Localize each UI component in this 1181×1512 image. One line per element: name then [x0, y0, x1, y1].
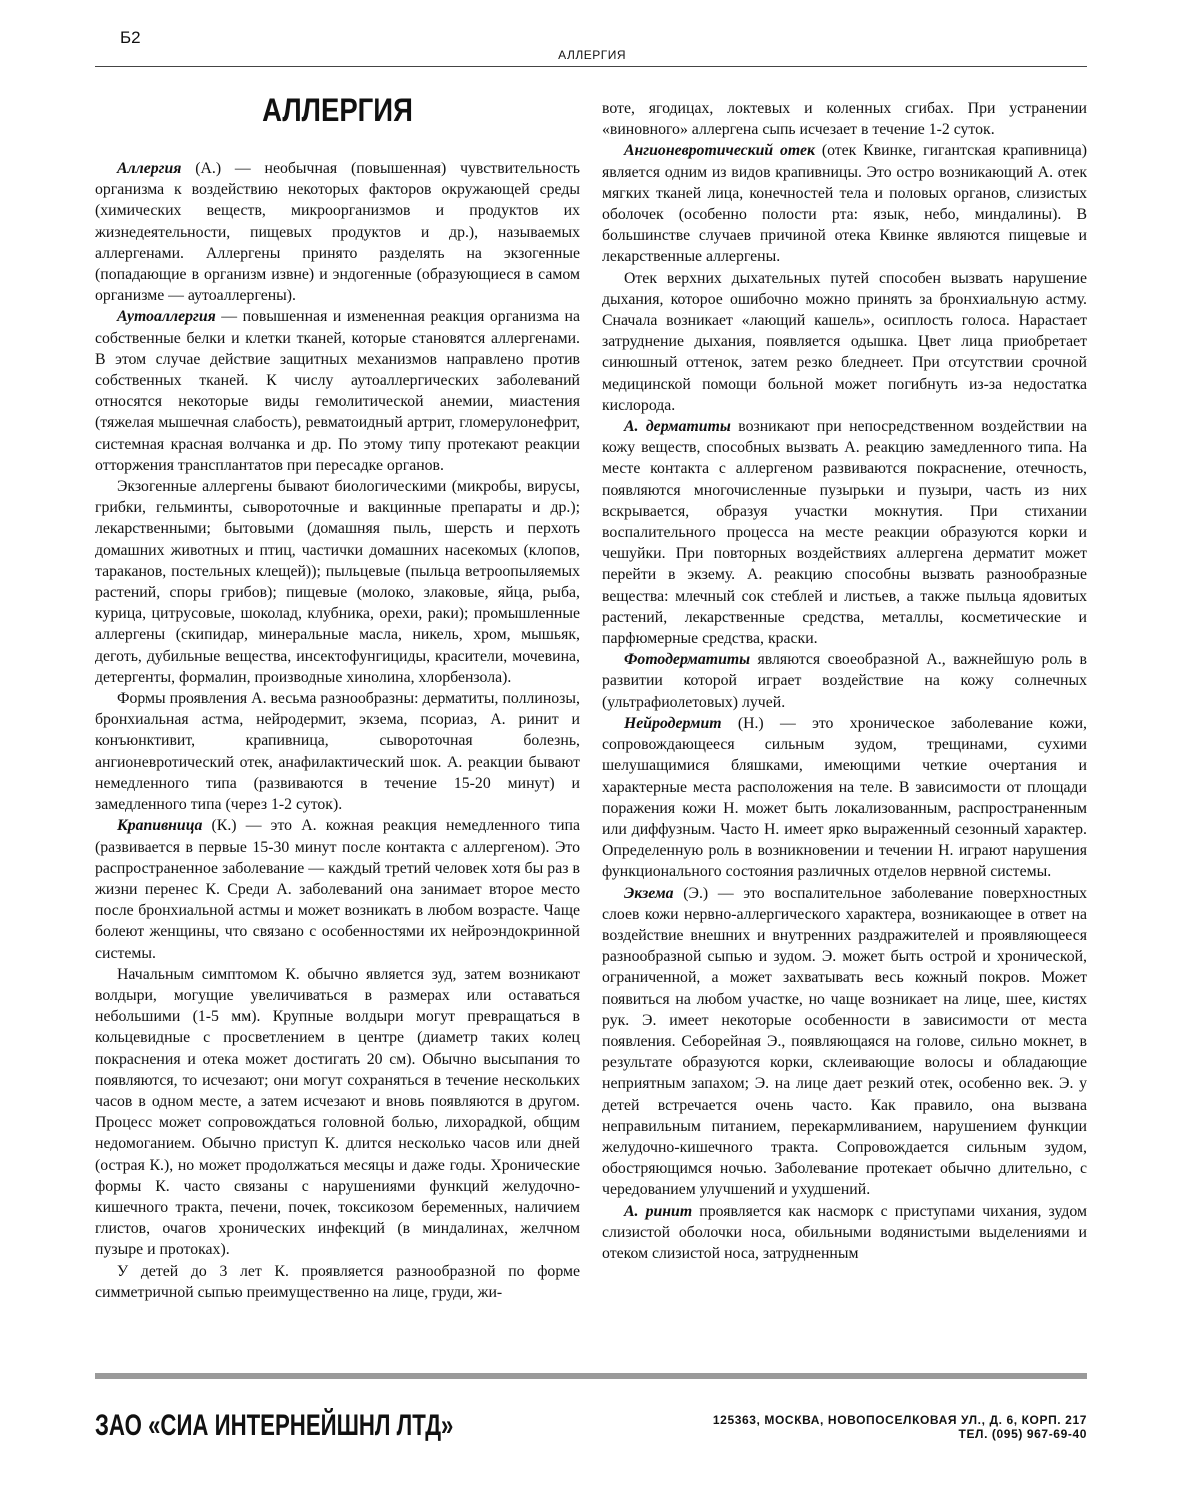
running-head: АЛЛЕРГИЯ — [558, 48, 626, 62]
article-title: АЛЛЕРГИЯ — [262, 92, 413, 128]
paragraph — [602, 268, 1087, 416]
paragraph — [602, 713, 1087, 883]
paragraph-text: проявляется как насморк с приступами чихания, зудом слизистой оболочки носа, обильными водянистыми выделениями и отеком слизистой носа, затрудненным — [602, 1202, 1087, 1262]
company-contacts — [713, 1413, 1087, 1441]
term: Крапивница — [117, 817, 203, 835]
term: Аутоаллергия — [117, 308, 216, 326]
company-address: 125363, МОСКВА, НОВОПОСЕЛКОВАЯ УЛ., Д. 6, КОРП. 217 — [712, 1413, 1087, 1427]
paragraph — [95, 306, 580, 476]
term: А. ринит — [624, 1202, 693, 1220]
term: Ангионевротический отек — [624, 142, 816, 160]
paragraph — [95, 688, 580, 815]
term: Фотодерматиты — [624, 651, 751, 669]
paragraph-text: возникают при непосредственном воздействии на кожу веществ, способных вызвать А. реакцию замедленного типа. На месте контакта с аллергеном развиваются покраснение, отечность, появляются многочисленные пузырьки и пузыри, часть из них вскрывается, образуя участки мокнутия. При стихании воспалительного процесса на месте реакции образуются корки и чешуйки. При повторных воздействиях аллергена дерматит может перейти в экзему. А. реакцию способны вызвать разнообразные вещества: млечный сок стеблей и листьев, а также пыльца ядовитых растений, лекарственные средства, металлы, косметические и парфюмерные средства, краски. — [602, 418, 1087, 648]
paragraph-text: Формы проявления А. весьма разнообразны: дерматиты, поллинозы, бронхиальная астма, нейродермит, экзема, псориаз, А. ринит и конъюнктивит, крапивница, сывороточная болезнь, ангионевротический отек, анафилактический шок. А. реакции бывают немедленного типа (развиваются в течение 15-20 минут) и замедленного типа (через 1-2 суток). — [95, 690, 580, 814]
paragraph-text: (А.) — необычная (повышенная) чувствительность организма к воздействию некоторых факторов окружающей среды (химических веществ, микроорганизмов и продуктов их жизнедеятельности, пищевых продуктов и др.), называемых аллергенами. Аллергены принято разделять на экзогенные (попадающие в организм извне) и эндогенные (образующиеся в самом организме — аутоаллергены). — [95, 160, 580, 305]
paragraph — [602, 883, 1087, 1201]
paragraph-text: — повышенная и измененная реакция организма на собственные белки и клетки тканей, которые становятся аллергенами. В этом случае действие защитных механизмов направлено против собственных тканей. К числу аутоаллергических заболеваний относятся некоторые виды гемолитической анемии, миастения (тяжелая мышечная слабость), ревматоидный артрит, гломерулонефрит, системная красная волчанка и др. По этому типу протекают реакции отторжения трансплантатов при пересадке органов. — [95, 308, 580, 474]
term: А. дерматиты — [624, 418, 731, 436]
paragraph-text: (Н.) — это хроническое заболевание кожи, сопровождающееся сильным зудом, трещинами, сухими шелушащимися бляшками, имеющими четкие очертания и характерные места расположения на теле. В зависимости от площади поражения кожи Н. может быть локализованным, распространенным или диффузным. Часто Н. имеет ярко выраженный сезонный характер. Определенную роль в возникновении и течении Н. играют нарушения функционального состояния различных отделов нервной системы. — [602, 714, 1087, 881]
paragraph — [95, 964, 580, 1261]
right-column — [602, 98, 1087, 1370]
paragraph — [602, 649, 1087, 713]
paragraph — [602, 1201, 1087, 1265]
left-column — [95, 158, 580, 1368]
paragraph — [602, 416, 1087, 649]
paragraph — [95, 158, 580, 306]
paragraph — [95, 476, 580, 688]
paragraph-text: (К.) — это А. кожная реакция немедленного типа (развивается в первые 15-30 минут после контакта с аллергеном). Это распространенное заболевание — каждый третий человек хотя бы раз в жизни перенес К. Среди А. заболеваний она занимает второе место после бронхиальной астмы и может возникать в любом возрасте. Чаще болеют женщины, что связано с особенностями их нейроэндокринной системы. — [95, 817, 580, 962]
paragraph-text: Начальным симптомом К. обычно является зуд, затем возникают волдыри, могущие увеличиваться в размерах или оставаться небольшими (1-5 мм). Крупные волдыри могут превращаться в кольцевидные с просветлением в центре (диаметр таких колец покраснения и отека может достигать 20 см). Обычно высыпания то появляются, то исчезают; они могут сохраняться в течение нескольких часов в одном месте, а затем исчезают и вновь появляются в другом. Процесс может сопровождаться головной болью, лихорадкой, общим недомоганием. Обычно приступ К. длится несколько часов или дней (острая К.), но может продолжаться месяцы и даже годы. Хронические формы К. часто связаны с нарушениями функций желудочно-кишечного тракта, печени, почек, токсикозом беременных, наличием глистов, очагов хронических инфекций (в миндалинах, желчном пузыре и протоках). — [95, 965, 580, 1259]
paragraph-text: воте, ягодицах, локтевых и коленных сгибах. При устранении «виновного» аллергена сыпь исчезает в течение 1-2 суток. — [602, 100, 1087, 139]
paragraph — [602, 140, 1087, 267]
paragraph — [602, 98, 1087, 140]
paragraph — [95, 1261, 580, 1303]
term: Аллергия — [117, 160, 182, 177]
footer-bar — [95, 1373, 1087, 1379]
paragraph-text: Отек верхних дыхательных путей способен вызвать нарушение дыхания, которое ошибочно можно принять за бронхиальную астму. Сначала возникает «лающий кашель», осиплость голоса. Нарастает затруднение дыхания, появляется одышка. Цвет лица приобретает синюшный оттенок, затем резко бледнеет. При отсутствии срочной медицинской помощи больной может погибнуть из-за недостатка кислорода. — [602, 269, 1087, 414]
page-number: Б2 — [120, 28, 141, 47]
term: Экзема — [624, 884, 674, 902]
company-name: ЗАО «СИА ИНТЕРНЕЙШНЛ ЛТД» — [95, 1409, 454, 1442]
paragraph-text: (отек Квинке, гигантская крапивница) является одним из видов крапивницы. Это остро возникающий А. отек мягких тканей лица, конечностей тела и половых органов, слизистых оболочек (особенно полости рта: язык, небо, миндалины). В большинстве случаев причиной отека Квинке являются пищевые и лекарственные аллергены. — [602, 142, 1087, 266]
term: Нейродермит — [624, 714, 722, 732]
paragraph-text: У детей до 3 лет К. проявляется разнообразной по форме симметричной сыпью преимущественно на лице, груди, жи- — [95, 1262, 580, 1301]
header-rule — [95, 66, 1087, 67]
paragraph-text: (Э.) — это воспалительное заболевание поверхностных слоев кожи нервно-аллергического характера, возникающее в ответ на воздействие внешних и внутренних раздражителей и проявляющееся разнообразной сыпью и зудом. Э. может быть острой и хронической, ограниченной, а может захватывать весь кожный покров. Может появиться на любом участке, но чаще возникает на лице, шее, кистях рук. Э. имеет некоторые особенности в зависимости от места появления. Себорейная Э., появляющаяся на голове, сильно мокнет, в результате образуются корки, склеивающие волосы и обладающие неприятным запахом; Э. на лице дает резкий отек, особенно век. Э. у детей встречается очень часто. Как правило, она вызвана неправильным питанием, перекармливанием, нарушением функции желудочно-кишечного тракта. Сопровождается сильным зудом, обостряющимся ночью. Заболевание протекает обычно длительно, с чередованием улучшений и ухудшений. — [602, 884, 1087, 1199]
company-phone: ТЕЛ. (095) 967-69-40 — [958, 1427, 1087, 1441]
paragraph-text: Экзогенные аллергены бывают биологическими (микробы, вирусы, грибки, гельминты, сывороточные и вакцинные препараты и др.); лекарственными; бытовыми (домашняя пыль, шерсть и перхоть домашних животных и птиц, частички домашних насекомых (клопов, тараканов, постельных клещей)); пыльцевые (пыльца ветроопыляемых растений, споры грибов); пищевые (молоко, злаковые, яйца, рыба, курица, цитрусовые, шоколад, клубника, орехи, раки); промышленные аллергены (скипидар, минеральные масла, никель, хром, мышьяк, деготь, дубильные вещества, инсектофунгициды, красители, мочевина, детергенты, формалин, производные хинолина, хлорбензола). — [95, 478, 580, 686]
paragraph — [95, 815, 580, 963]
paragraph-text: являются своеобразной А., важнейшую роль в развитии которой играет воздействие на кожу солнечных (ультрафиолетовых) лучей. — [602, 651, 1087, 711]
